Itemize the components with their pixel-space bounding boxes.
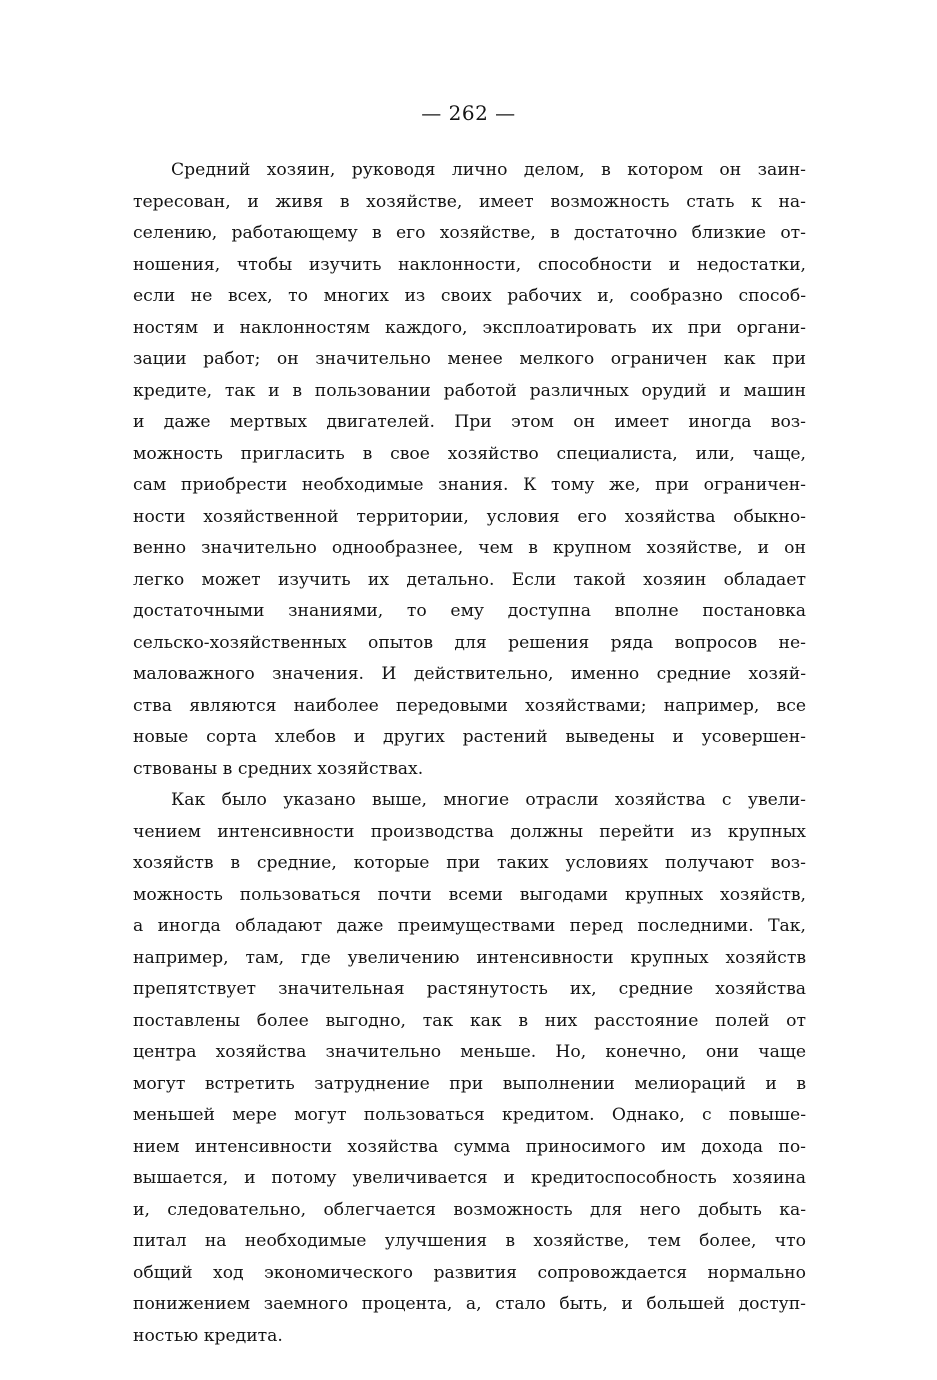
text-line: сельско-хозяйственных опытов для решения ряда вопросов не- — [133, 632, 806, 653]
text-line: вышается, и потому увеличивается и кредитоспособность хозяина — [133, 1168, 806, 1188]
text-line: ностью кредита. — [133, 1325, 283, 1346]
text-line: нием интенсивности хозяйства сумма приносимого им дохода по- — [133, 1136, 806, 1157]
text-line: понижением заемного процента, а, стало быть, и большей доступ- — [133, 1294, 806, 1314]
text-line: питал на необходимые улучшения в хозяйстве, тем более, что — [133, 1231, 806, 1251]
text-line: сам приобрести необходимые знания. К тому же, при ограничен- — [133, 475, 806, 495]
text-line: если не всех, то многих из своих рабочих и, сообразно способ- — [133, 286, 806, 306]
text-line: Средний хозяин, руководя лично делом, в котором он заин- — [171, 160, 806, 180]
text-line: центра хозяйства значительно меньше. Но, конечно, они чаще — [133, 1042, 806, 1062]
text-line: поставлены более выгодно, так как в них расстояние полей от — [133, 1010, 806, 1031]
text-line: хозяйств в средние, которые при таких условиях получают воз- — [133, 853, 806, 873]
text-line: могут встретить затруднение при выполнении мелиораций и в — [133, 1073, 806, 1094]
text-line: селению, работающему в его хозяйстве, в достаточно близкие от- — [133, 223, 806, 243]
text-line: препятствует значительная растянутость их, средние хозяйства — [133, 979, 806, 999]
text-line: зации работ; он значительно менее мелкого ограничен как при — [133, 349, 806, 369]
text-line: достаточными знаниями, то ему доступна вполне постановка — [133, 601, 806, 621]
text-line: ности хозяйственной территории, условия его хозяйства обыкно- — [133, 506, 806, 527]
text-line: ностям и наклонностям каждого, эксплоатировать их при органи- — [133, 317, 806, 338]
text-line: кредите, так и в пользовании работой различных орудий и машин — [133, 380, 806, 401]
text-line: Как было указано выше, многие отрасли хозяйства с увели- — [171, 790, 806, 810]
text-line: и даже мертвых двигателей. При этом он имеет иногда воз- — [133, 412, 806, 432]
text-line: а иногда обладают даже преимуществами перед последними. Так, — [133, 916, 806, 936]
text-line: тересован, и живя в хозяйстве, имеет возможность стать к на- — [133, 191, 806, 212]
text-line: новые сорта хлебов и других растений выведены и усовершен- — [133, 727, 806, 747]
text-line: легко может изучить их детально. Если такой хозяин обладает — [133, 569, 806, 590]
text-line: меньшей мере могут пользоваться кредитом. Однако, с повыше- — [133, 1105, 806, 1125]
text-line: ствованы в средних хозяйствах. — [133, 758, 424, 779]
body-text — [133, 155, 806, 1352]
text-line: ства являются наиболее передовыми хозяйствами; например, все — [133, 695, 806, 716]
text-line: маловажного значения. И действительно, именно средние хозяй- — [133, 664, 806, 684]
text-line: можность пригласить в свое хозяйство специалиста, или, чаще, — [133, 443, 806, 464]
text-line: венно значительно однообразнее, чем в крупном хозяйстве, и он — [133, 538, 806, 558]
text-line: ношения, чтобы изучить наклонности, способности и недостатки, — [133, 254, 806, 275]
page-number: — 262 — — [421, 101, 516, 125]
text-line: общий ход экономического развития сопровождается нормально — [133, 1262, 806, 1283]
text-line: и, следовательно, облегчается возможность для него добыть ка- — [133, 1199, 806, 1220]
text-line: можность пользоваться почти всеми выгодами крупных хозяйств, — [133, 884, 806, 905]
paragraph-1 — [133, 155, 806, 785]
paragraph-2 — [133, 785, 806, 1352]
text-line: например, там, где увеличению интенсивности крупных хозяйств — [133, 947, 806, 968]
text-line: чением интенсивности производства должны перейти из крупных — [133, 821, 806, 842]
